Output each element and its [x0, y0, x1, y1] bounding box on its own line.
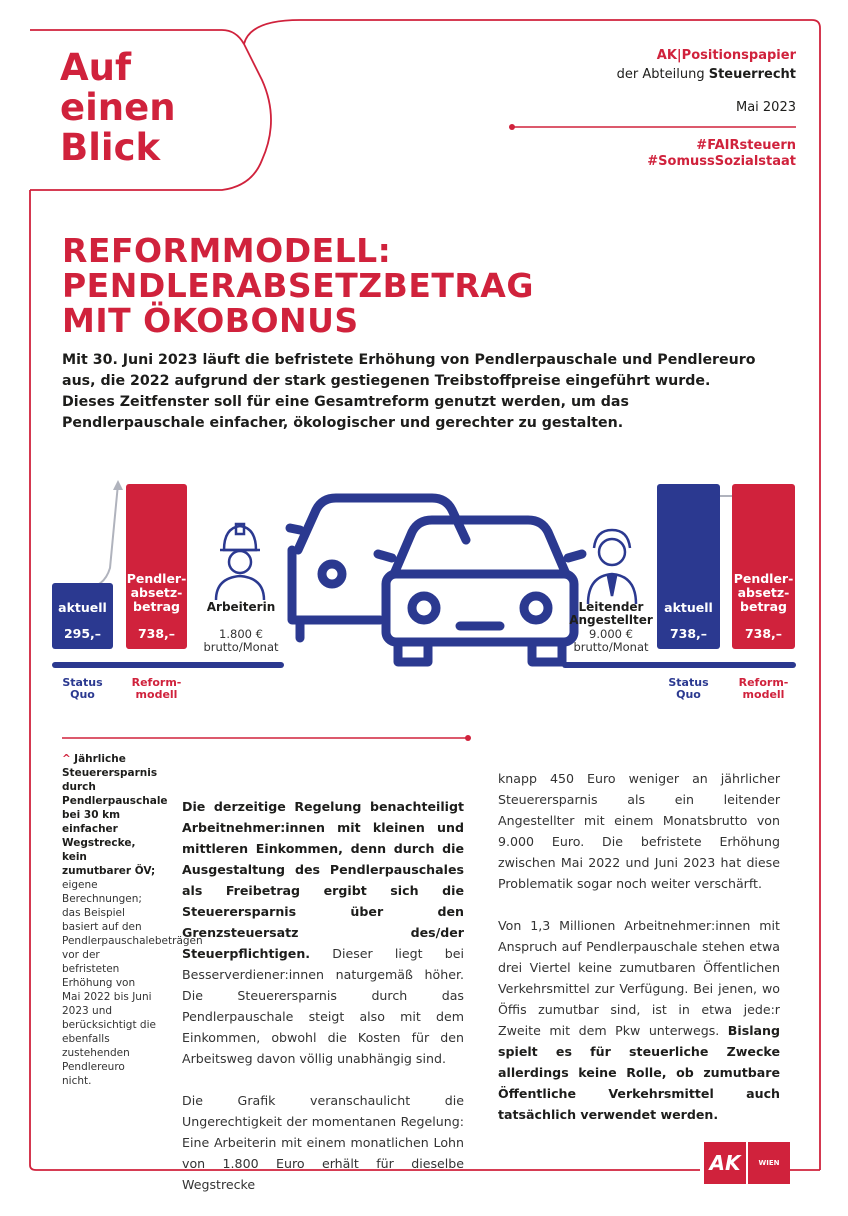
salary-line: brutto/Monat [203, 640, 279, 654]
footnote-text: eigene Berechnungen; das Beispiel basiert auf den Pendlerpauschalebeträgen vor der befristeten Erhöhung von Mai 2022 bis Juni 2023 und berücksichtigt die ebenfalls zustehenden Pendlereuro nicht. [62, 879, 203, 1087]
chart-footnote [62, 752, 203, 1088]
logo-mark: AK [704, 1142, 746, 1184]
increase-arrow-icon [84, 480, 123, 588]
bar-angestellter-aktuell [657, 484, 720, 649]
brand-separator: | [676, 48, 682, 63]
logo-sub: WIEN [748, 1142, 790, 1184]
person-angestellter [566, 601, 656, 627]
title-line-3: MIT ÖKOBONUS [62, 301, 359, 340]
bar-label-line: absetz- [130, 585, 183, 600]
bar-label [126, 572, 187, 614]
ak-logo [700, 1142, 790, 1184]
bar-value: 738,– [744, 626, 783, 641]
page-title [62, 233, 534, 338]
baseline-right [562, 662, 796, 668]
axis-label-line: Quo [676, 688, 701, 701]
body-column-left [182, 796, 464, 1216]
bar-label-line: Pendler- [733, 571, 794, 586]
axis-label-line: Reform- [738, 676, 789, 689]
salary-angestellter [566, 628, 656, 654]
axis-label-line: modell [742, 688, 785, 701]
axis-label-reformmodell [732, 677, 795, 701]
salary-arbeiterin [196, 628, 286, 654]
axis-label-line: modell [135, 688, 178, 701]
bar-angestellter-reform [732, 484, 795, 649]
department: Steuerrecht [708, 67, 796, 82]
salary-line: 9.000 € [589, 627, 633, 641]
bar-value: 738,– [669, 626, 708, 641]
axis-label-line: Status [668, 676, 709, 689]
corner-title-line-1: Auf [60, 46, 132, 89]
publication-date: Mai 2023 [735, 100, 796, 115]
bar-label-line: absetz- [737, 585, 790, 600]
corner-title [60, 48, 176, 168]
axis-label-line: Quo [70, 688, 95, 701]
bar-value: 738,– [137, 626, 176, 641]
body-paragraph-2: Die Grafik veranschaulicht die Ungerechtigkeit der momentanen Regelung: Eine Arbeiterin mit einem monatlichen Lohn von 1.800 Euro erhält für dieselbe Wegstrecke [182, 1093, 464, 1192]
employee-tie-icon [588, 530, 636, 604]
doc-type-line [657, 48, 796, 63]
title-line-1: REFORMMODELL: [62, 231, 392, 270]
body-paragraph-1 [182, 796, 464, 1069]
caret-up-icon: ^ [62, 753, 71, 765]
salary-line: brutto/Monat [573, 640, 649, 654]
bar-value: 295,– [63, 626, 102, 641]
salary-line: 1.800 € [219, 627, 263, 641]
axis-label-line: Reform- [131, 676, 182, 689]
axis-label-line: Status [62, 676, 103, 689]
hashtag-somusssozialstaat: #SomussSozialstaat [647, 154, 796, 169]
bar-label [732, 572, 795, 614]
body-paragraph-3: knapp 450 Euro weniger an jährlicher Steuerersparnis als ein leitender Angestellter mit einem Monatsbrutto von 9.000 Euro. Die befristete Erhöhung zwischen Mai 2022 und Juni 2023 hat diese Problematik sogar noch weiter verschärft. [498, 771, 780, 891]
worker-helmet-icon [216, 524, 264, 600]
paragraph-text: Von 1,3 Millionen Arbeitnehmer:innen mit Anspruch auf Pendlerpauschale stehen etwa drei Viertel keine zumutbaren Öffentlichen Verkehrsmittel zur Verfügung. Bei jenen, wo Öffis zumutbar sind, ist in etwa jede:r Zweite mit dem Pkw unterwegs. [498, 918, 780, 1038]
axis-label-status-quo [657, 677, 720, 701]
lead-paragraph: Mit 30. Juni 2023 läuft die befristete Erhöhung von Pendlerpauschale und Pendlereuro aus, die 2022 aufgrund der stark gestiegenen Treibstoffpreise eingeführt wurde. Dieses Zeitfenster soll für eine Gesamtreform genutzt werden, um das Pendlerpauschale einfacher, ökologischer und gerechter zu gestalten. [62, 352, 756, 431]
department-prefix: der Abteilung [616, 67, 705, 82]
bar-arbeiterin-aktuell [52, 583, 113, 649]
axis-label-reformmodell [126, 677, 187, 701]
title-line-2: PENDLERABSETZBETRAG [62, 266, 534, 305]
axis-label-status-quo [52, 677, 113, 701]
bar-label-line: betrag [740, 599, 787, 614]
paragraph-text: Dieser liegt bei Besserverdiener:innen naturgemäß höher. Die Steuerersparnis durch das Pendlerpauschale steigt also mit dem Einkommen, obwohl die Kosten für den Arbeitsweg davon völlig unabhängig sind. [182, 946, 464, 1066]
paragraph-bold: Bislang spielt es für steuerliche Zwecke allerdings keine Rolle, ob zumutbare Öffentliche Verkehrsmittel auch tatsächlich verwendet werden. [498, 1023, 780, 1122]
hashtag-fairsteuern: #FAIRsteuern [696, 138, 796, 153]
bar-label: aktuell [664, 600, 713, 615]
bar-label-line: betrag [133, 599, 180, 614]
person-arbeiterin: Arbeiterin [206, 600, 276, 614]
person-line: Angestellter [569, 613, 653, 627]
bar-label: aktuell [58, 600, 107, 615]
bar-label-line: Pendler- [126, 571, 187, 586]
brand-label: AK [656, 48, 677, 63]
footnote-bold: Jährliche Steuerersparnis durch Pendlerpauschale bei 30 km einfacher Wegstrecke, kein zumutbarer ÖV; [62, 753, 168, 877]
corner-title-line-3: Blick [60, 126, 161, 169]
person-line: Leitender [578, 600, 644, 614]
baseline-left [52, 662, 284, 668]
doc-type: Positionspapier [681, 48, 796, 63]
bar-arbeiterin-reform [126, 484, 187, 649]
paragraph-bold: Die derzeitige Regelung benachteiligt Arbeitnehmer:innen mit kleinen und mittleren Einkommen, denn durch die Ausgestaltung des Pendlerpauschales als Freibetrag ergibt sich die Steuerersparnis über den Grenzsteuersatz des/der Steuerpflichtigen. [182, 799, 464, 961]
body-paragraph-4 [498, 915, 780, 1125]
corner-title-line-2: einen [60, 86, 176, 129]
car-front-icon [378, 520, 582, 662]
body-column-right [498, 768, 780, 1146]
department-line [617, 67, 796, 82]
